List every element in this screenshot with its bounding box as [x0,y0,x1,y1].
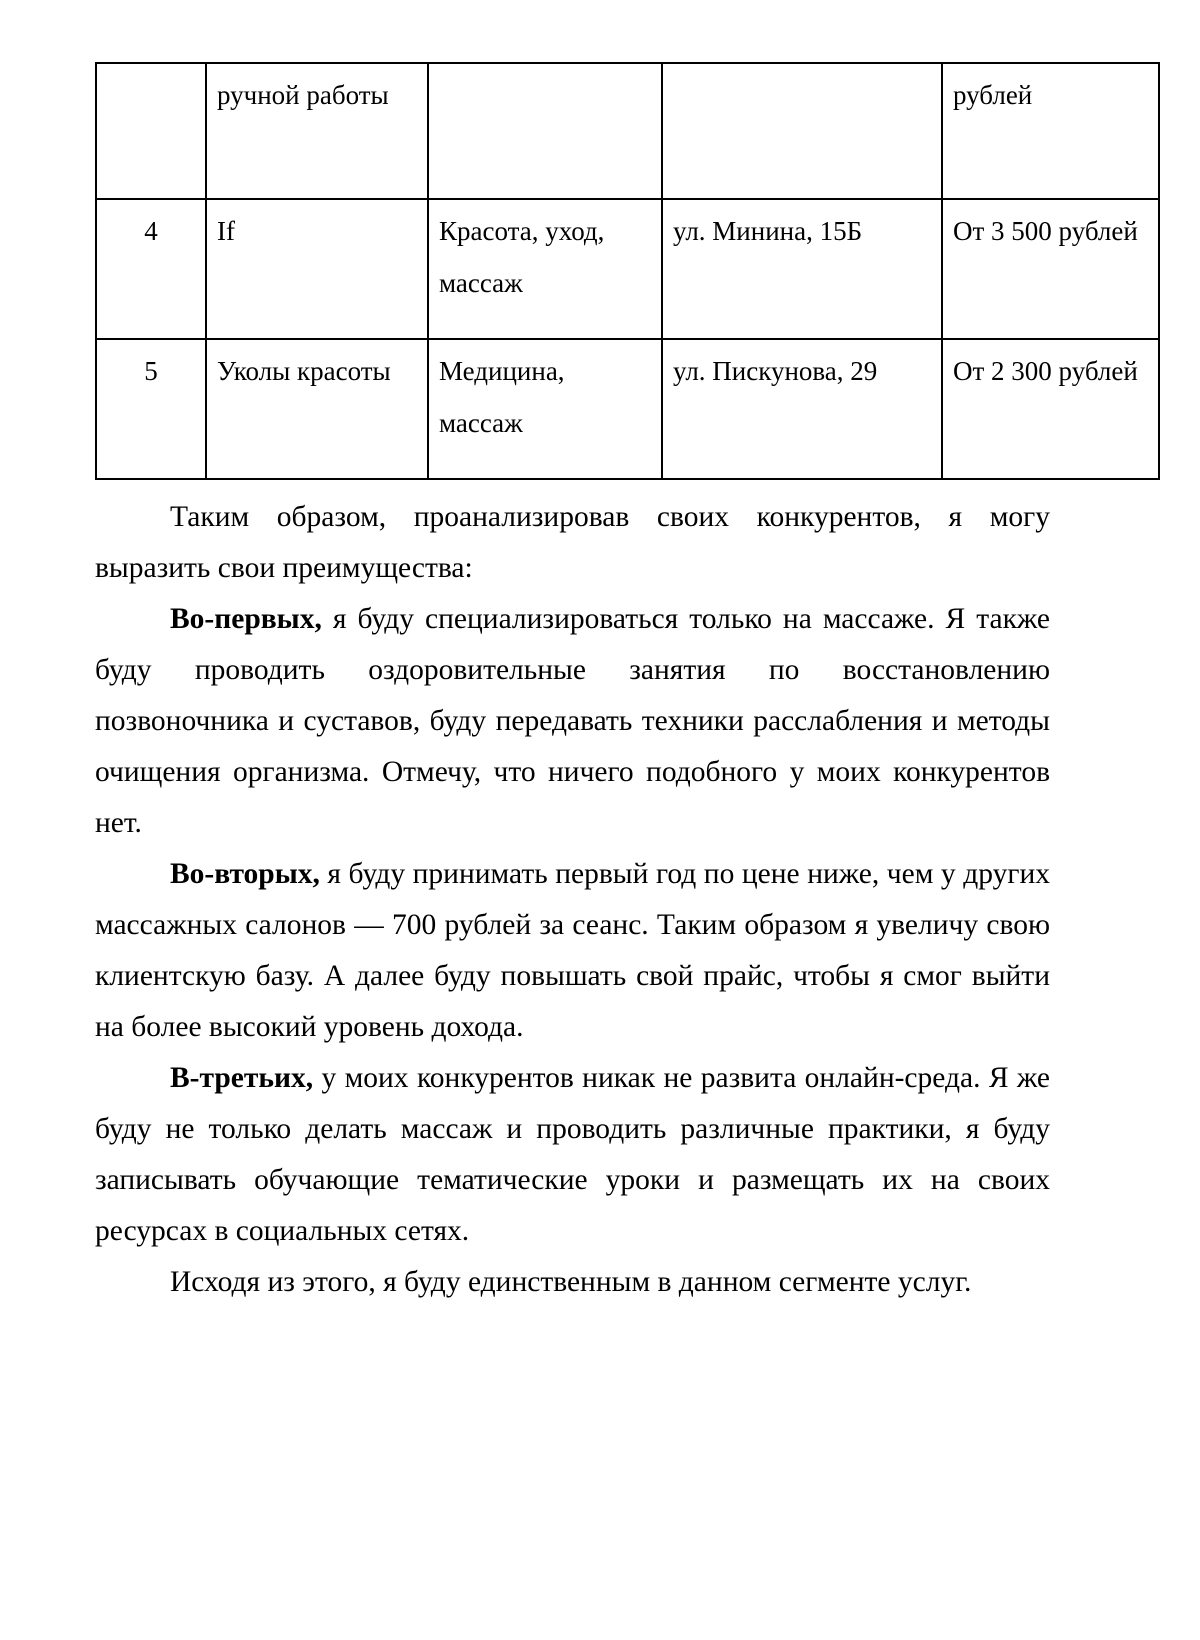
competitor-table [95,62,1160,480]
cell-number: 5 [96,339,206,479]
cell-name: Уколы красоты [206,339,428,479]
cell-number: 4 [96,199,206,339]
cell-name: ручной работы [206,63,428,199]
cell-name: If [206,199,428,339]
paragraph-lead-in: Во-вторых, [170,858,320,891]
cell-field: Медицина, массаж [428,339,662,479]
paragraph-first [95,594,1050,849]
cell-price: От 3 500 рублей [942,199,1159,339]
paragraph-lead-in: Во-первых, [170,603,322,636]
table-row [96,63,1159,199]
cell-field: Красота, уход, массаж [428,199,662,339]
paragraph-third [95,1053,1050,1257]
cell-number [96,63,206,199]
body-text-block [95,492,1050,1309]
paragraph-body: Исходя из этого, я буду единственным в данном сегменте услуг. [170,1266,972,1299]
paragraph-lead-in: В-третьих, [170,1062,314,1095]
paragraph-conclusion [95,1257,1050,1308]
paragraph-body: Таким образом, проанализировав своих конкурентов, я могу выразить свои преимущества: [95,501,1050,585]
cell-address [662,63,942,199]
table-row [96,199,1159,339]
table-container [95,62,1138,480]
paragraph-body: я буду принимать первый год по цене ниже, чем у других массажных салонов — 700 рублей за сеанс. Таким образом я увеличу свою клиентскую базу. А далее буду повышать свой прайс, чтобы я смог выйти на более высокий уровень дохода. [95,858,1050,1044]
cell-price: рублей [942,63,1159,199]
cell-field [428,63,662,199]
paragraph-body: я буду специализироваться только на массаже. Я также буду проводить оздоровительные занятия по восстановлению позвоночника и суставов, буду передавать техники расслабления и методы очищения организма. Отмечу, что ничего подобного у моих конкурентов нет. [95,603,1050,840]
paragraph-intro [95,492,1050,594]
paragraph-second [95,849,1050,1053]
table-row [96,339,1159,479]
paragraph-body: у моих конкурентов никак не развита онлайн-среда. Я же буду не только делать массаж и проводить различные практики, я буду записывать обучающие тематические уроки и размещать их на своих ресурсах в социальных сетях. [95,1062,1050,1248]
cell-address: ул. Пискунова, 29 [662,339,942,479]
cell-price: От 2 300 рублей [942,339,1159,479]
cell-address: ул. Минина, 15Б [662,199,942,339]
